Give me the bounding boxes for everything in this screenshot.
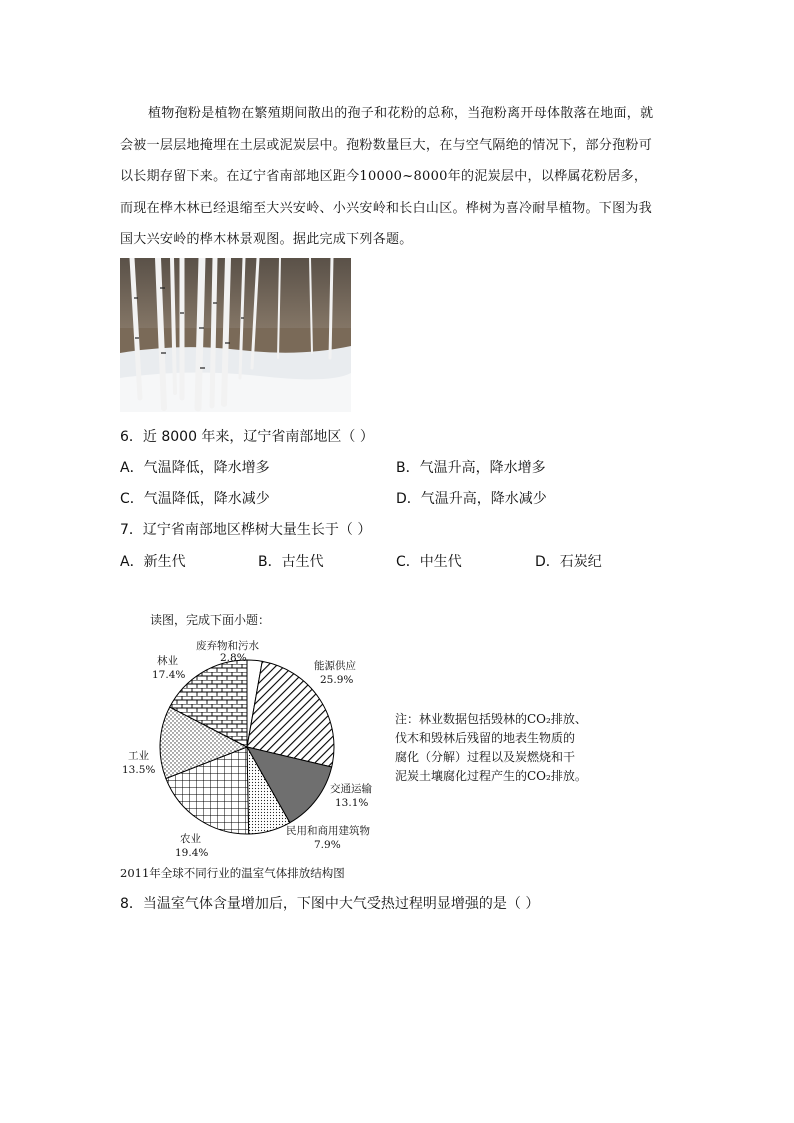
chart-note xyxy=(395,710,645,786)
question-6: 6．近 8000 年来，辽宁省南部地区（ ） xyxy=(120,429,374,445)
note-line: 注：林业数据包括毁林的CO₂排放、 xyxy=(395,712,587,726)
label-agriculture-name: 农业 xyxy=(180,833,201,845)
label-transport-name: 交通运输 xyxy=(330,783,372,795)
passage-text: 植物孢粉是植物在繁殖期间散出的孢子和花粉的总称，当孢粉离开母体散落在地面，就会被一层层地掩埋在土层或泥炭层中。孢粉数量巨大，在与空气隔绝的情况下，部分孢粉可以长期存留下来。在辽宁省南部地区距今10000~8000年的泥炭层中，以桦属花粉居多，而现在桦木林已经退缩至大兴安岭、小兴安岭和长白山区。桦树为喜冷耐旱植物。下图为我国大兴安岭的桦木林景观图。据此完成下列各题。 xyxy=(120,106,654,247)
label-agriculture-value: 19.4% xyxy=(175,847,209,859)
label-buildings-name: 民用和商用建筑物 xyxy=(286,825,370,837)
q6-option-d[interactable]: D．气温升高，降水减少 xyxy=(396,491,547,507)
q6-option-b[interactable]: B．气温升高，降水增多 xyxy=(396,460,546,476)
q7-option-c[interactable]: C．中生代 xyxy=(396,554,462,570)
label-industry-value: 13.5% xyxy=(122,764,156,776)
question-8: 8．当温室气体含量增加后，下图中大气受热过程明显增强的是（ ） xyxy=(120,896,540,912)
q7-option-a[interactable]: A．新生代 xyxy=(120,554,186,570)
label-energy-name: 能源供应 xyxy=(314,660,356,672)
q7-option-d[interactable]: D．石炭纪 xyxy=(535,554,602,570)
label-waste-value: 2.8% xyxy=(220,652,247,664)
note-line: 腐化（分解）过程以及炭燃烧和干 xyxy=(395,750,576,764)
label-forestry-name: 林业 xyxy=(157,655,178,667)
q6-option-a[interactable]: A．气温降低，降水增多 xyxy=(120,460,270,476)
label-energy-value: 25.9% xyxy=(320,674,354,686)
note-line: 伐木和毁林后残留的地表生物质的 xyxy=(395,731,576,745)
q6-option-c[interactable]: C．气温降低，降水减少 xyxy=(120,491,270,507)
chart-caption: 2011年全球不同行业的温室气体排放结构图 xyxy=(120,866,345,880)
chart-intro: 读图，完成下面小题： xyxy=(150,613,271,627)
question-7: 7．辽宁省南部地区桦树大量生长于（ ） xyxy=(120,522,372,538)
label-transport-value: 13.1% xyxy=(335,797,369,809)
birch-forest-photo xyxy=(120,258,351,412)
note-line: 泥炭土壤腐化过程产生的CO₂排放。 xyxy=(395,769,587,783)
label-industry-name: 工业 xyxy=(128,750,149,762)
label-buildings-value: 7.9% xyxy=(314,839,341,851)
q7-option-b[interactable]: B．古生代 xyxy=(258,554,324,570)
label-forestry-value: 17.4% xyxy=(152,669,186,681)
label-waste-name: 废弃物和污水 xyxy=(196,640,259,652)
